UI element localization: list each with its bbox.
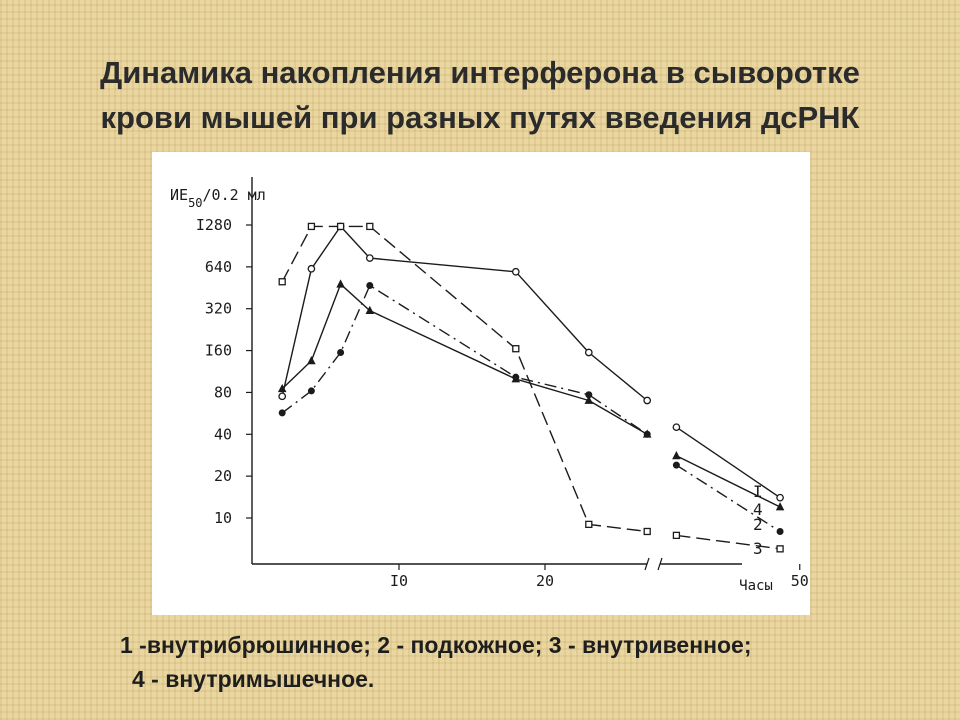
y-tick-label: I280 — [195, 216, 232, 234]
y-tick-label: 40 — [213, 425, 232, 444]
series-line-I — [282, 226, 647, 400]
y-tick-label: I60 — [204, 341, 232, 360]
data-point-I — [367, 255, 373, 261]
data-point-2 — [777, 528, 783, 534]
legend — [120, 628, 950, 696]
series-line-2 — [676, 465, 780, 531]
series-line-2 — [282, 286, 647, 435]
title-line-1: Динамика накопления интерферона в сыворотке — [100, 55, 860, 90]
chart-panel — [152, 152, 810, 615]
series-line-4 — [676, 456, 780, 507]
data-point-2 — [308, 388, 314, 394]
data-point-2 — [367, 283, 373, 289]
y-axis-label: $ИЕ_{50}/0.2$ мл — [170, 186, 266, 210]
data-point-I — [586, 349, 592, 355]
data-point-3 — [367, 223, 373, 229]
data-point-3 — [777, 546, 783, 552]
interferon-chart — [152, 152, 810, 615]
title-line-2: крови мышей при разных путях введения дсРНК — [100, 100, 860, 135]
x-tick-label: 50 — [790, 572, 809, 590]
data-point-3 — [586, 521, 592, 527]
data-point-3 — [513, 346, 519, 352]
legend-line-1: 1 -внутрибрюшинное; 2 - подкожное; 3 - внутривенное; — [120, 632, 752, 658]
data-point-4 — [308, 357, 315, 364]
data-point-2 — [673, 462, 679, 468]
data-point-I — [777, 494, 783, 500]
y-tick-label: 320 — [204, 299, 232, 318]
data-point-3 — [673, 532, 679, 538]
series-line-3 — [676, 535, 780, 548]
data-point-4 — [673, 452, 680, 459]
data-point-4 — [337, 280, 344, 287]
x-tick-label: I0 — [389, 572, 409, 590]
series-end-label: I — [753, 482, 763, 501]
slide-title — [20, 50, 940, 140]
legend-line-2: 4 - внутримышечное. — [132, 666, 375, 692]
data-point-3 — [308, 223, 314, 229]
data-point-3 — [338, 223, 344, 229]
series-end-label: 4 — [753, 500, 763, 519]
data-point-I — [673, 424, 679, 430]
data-point-3 — [279, 279, 285, 285]
series-line-I — [676, 427, 780, 498]
series-end-label: 3 — [753, 539, 763, 558]
x-tick-label: 20 — [535, 572, 555, 590]
x-axis-label: Часы — [739, 578, 773, 594]
y-tick-label: 640 — [204, 257, 232, 276]
data-point-I — [308, 266, 314, 272]
data-point-I — [644, 397, 650, 403]
data-point-3 — [644, 528, 650, 534]
y-tick-label: 10 — [213, 509, 232, 527]
data-point-I — [279, 393, 285, 399]
data-point-I — [513, 269, 519, 275]
series-end-label: 2 — [753, 515, 763, 534]
y-tick-label: 20 — [213, 467, 232, 486]
data-point-2 — [279, 410, 285, 416]
series-line-3 — [282, 226, 647, 531]
data-point-2 — [338, 349, 344, 355]
y-tick-label: 80 — [213, 383, 232, 402]
